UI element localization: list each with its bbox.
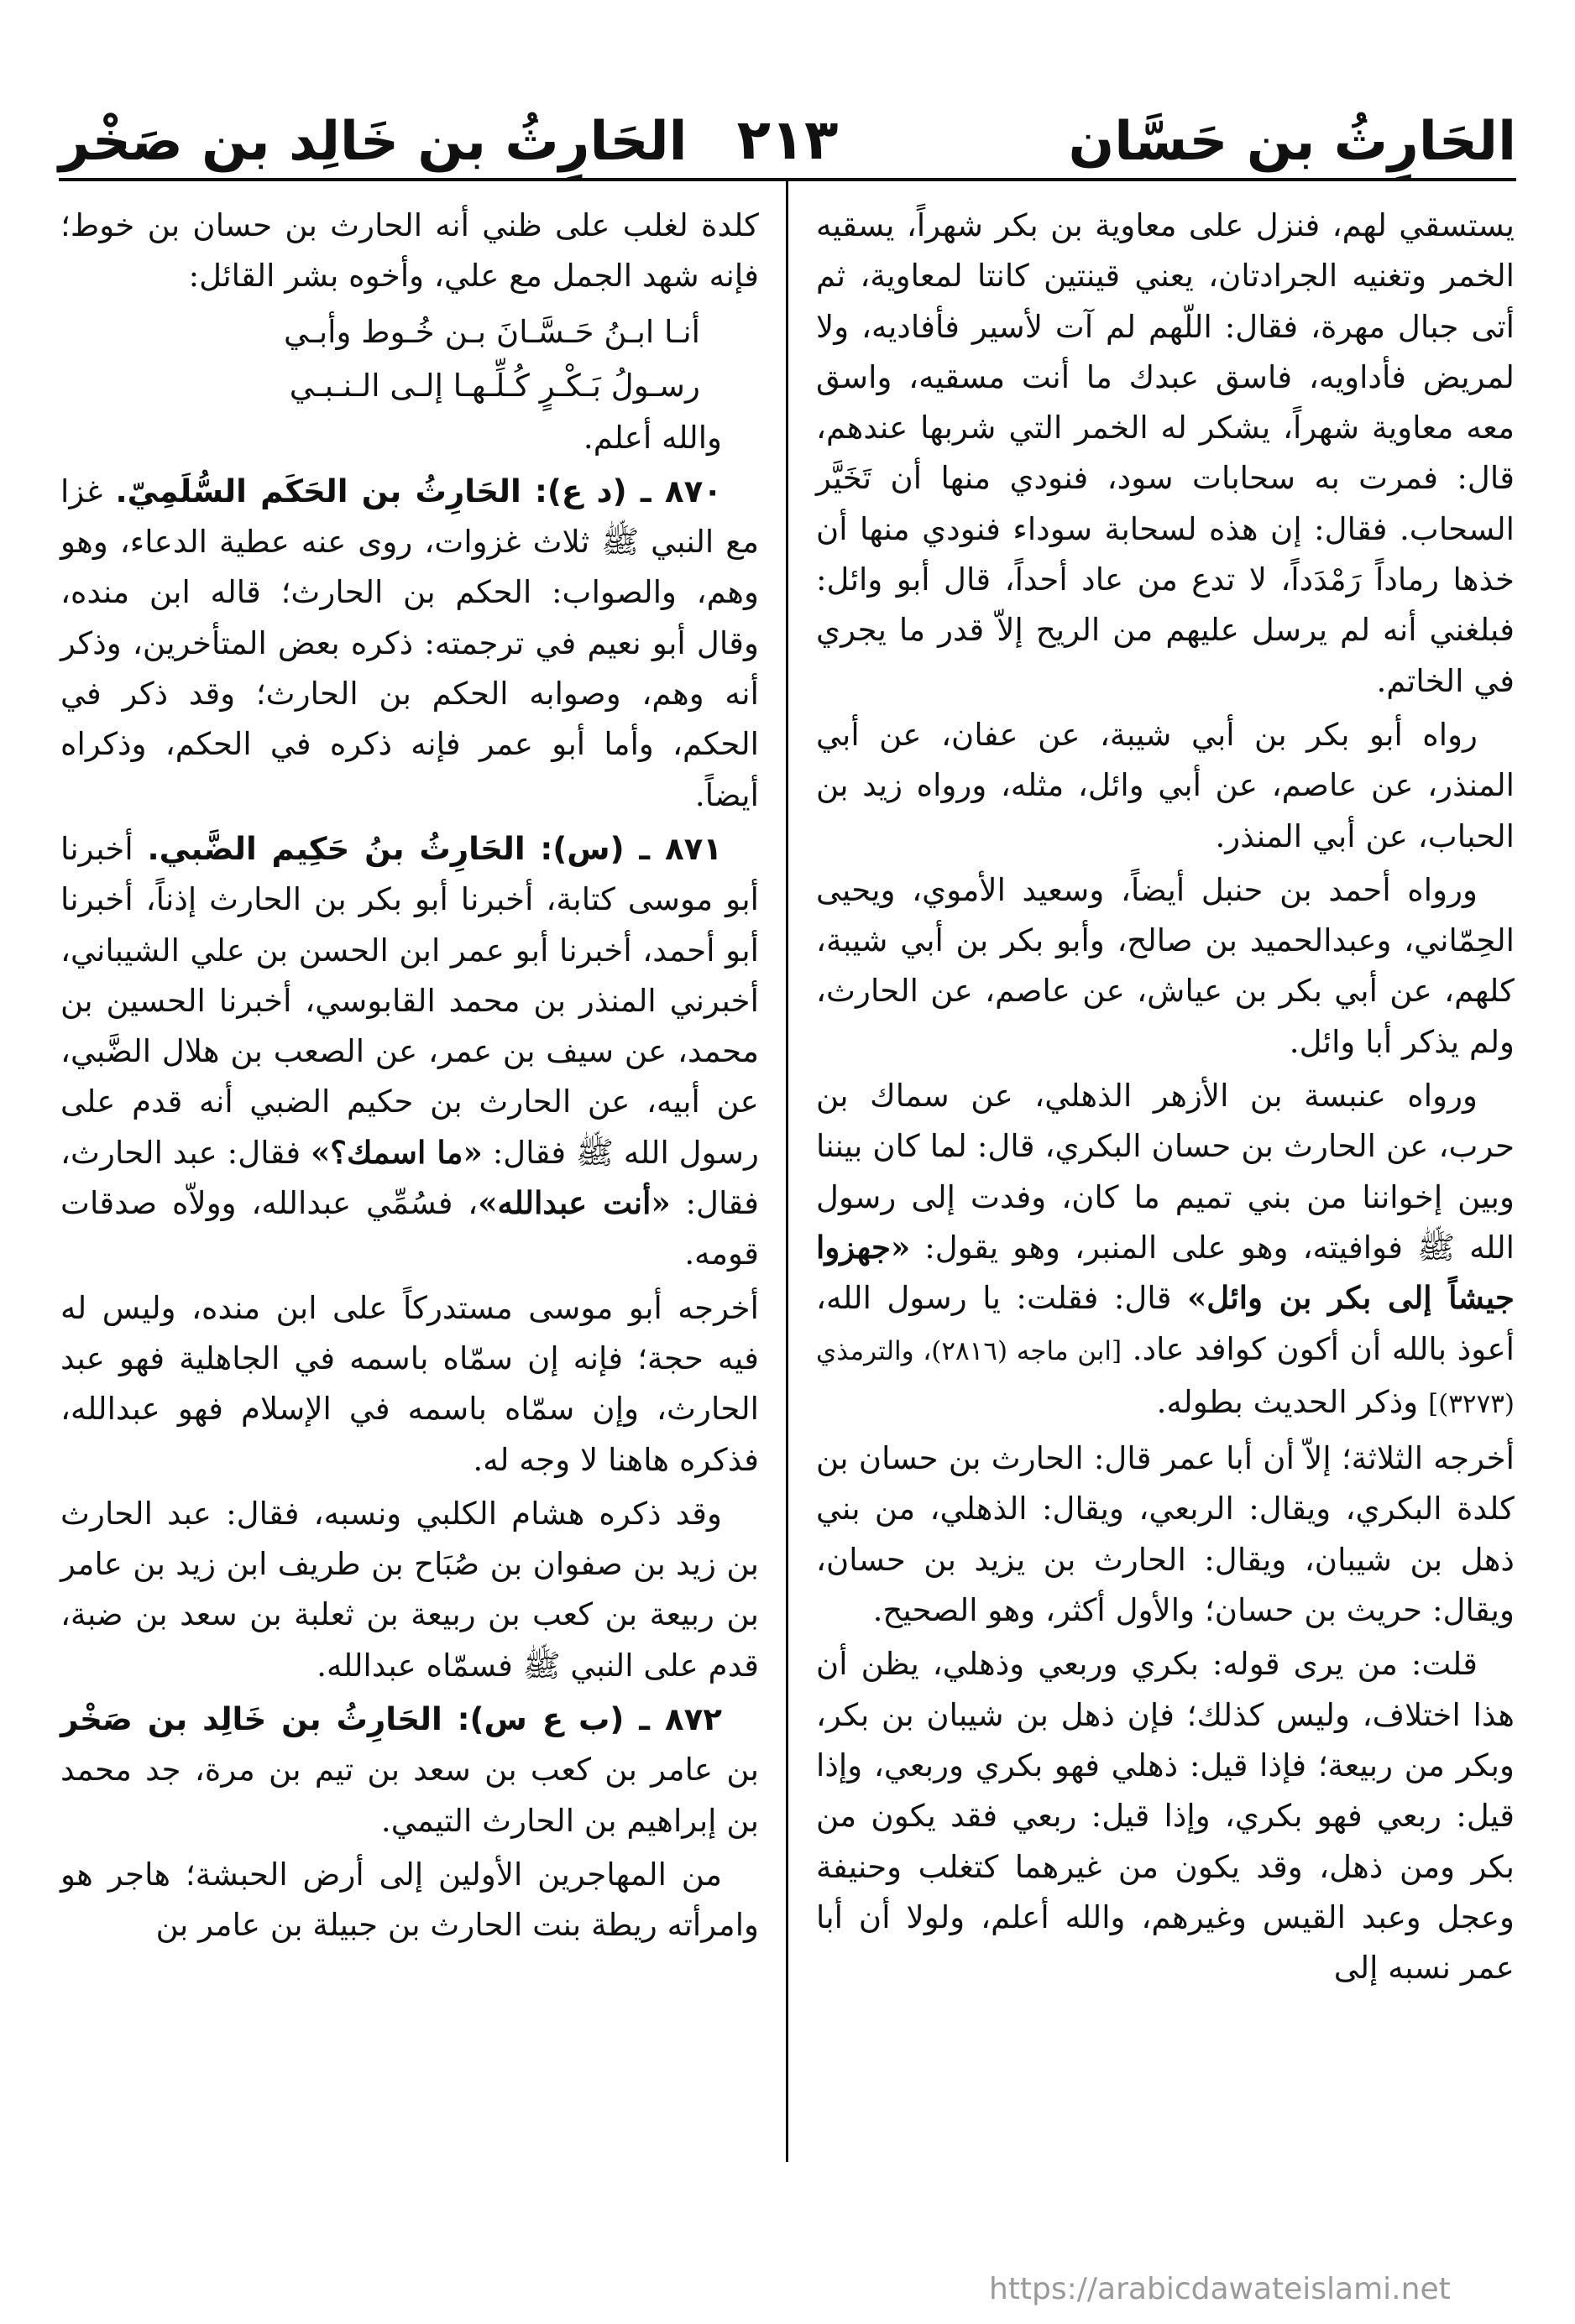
entry-heading: الحَارِثُ بنُ حَكِيم الضَّبي. <box>147 829 526 867</box>
paragraph: ورواه أحمد بن حنبل أيضاً، وسعيد الأموي، ويحيى الحِمّاني، وعبدالحميد بن صالح، وأبو بكر بن أبي شيبة، كلهم، عن أبي بكر بن عياش، عن عاصم، عن الحارث، ولم يذكر أبا وائل. <box>816 870 1515 1060</box>
paragraph: من المهاجرين الأولين إلى أرض الحبشة؛ هاجر هو وامرأته ريطة بنت الحارث بن جبيلة بن عامر بن <box>60 1855 759 1944</box>
paragraph <box>816 1070 1515 1429</box>
entry-number: ٨٧٠ ـ (د ع): <box>521 472 723 509</box>
entry-text: أخبرنا أبو موسى كتابة، أخبرنا أبو بكر بن الحارث إذناً، أخبرنا أبو أحمد، أخبرنا أبو عمر ابن الحسن بن علي الشيباني، أخبرني المنذر بن محمد القابوسي، أخبرنا الحسين بن محمد، عن سيف بن عمر، عن الصعب بن هلال الضَّبي، عن أبيه، عن الحارث بن حكيم الضبي أنه قدم على رسول الله ﷺ فقال: <box>60 829 760 1171</box>
paragraph: رواه أبو بكر بن أبي شيبة، عن عفان، عن أبي المنذر، عن عاصم، عن أبي وائل، مثله، ورواه زيد بن الحباب، عن أبي المنذر. <box>816 715 1515 854</box>
entry-871 <box>60 823 759 1279</box>
hadith-quote: «أنت عبدالله» <box>478 1184 671 1222</box>
right-column <box>816 200 1515 1996</box>
entry-number: ٨٧٢ ـ (ب ع س): <box>442 1700 722 1738</box>
paragraph-text: قال: فقلت: يا رسول الله، أعوذ بالله أن أكون كوافد عاد. <box>816 1279 1515 1367</box>
entry-heading: الحَارِثُ بن الحَكَم السُّلَمِيّ. <box>115 472 521 509</box>
entry-number: ٨٧١ ـ (س): <box>525 829 723 867</box>
running-title-left: الحَارِثُ بن خَالِد بن صَخْر <box>59 111 688 173</box>
paragraph: كلدة لغلب على ظني أنه الحارث بن حسان بن خوط؛ فإنه شهد الجمل مع علي، وأخوه بشر القائل: <box>60 206 759 295</box>
hadith-quote: «جهزوا جيشاً إلى بكر بن وائل» <box>816 1228 1515 1317</box>
entry-text: ، فسُمِّي عبدالله، وولاّه صدقات قومه. <box>60 1184 759 1272</box>
entry-text: فقال: عبد الحارث، فقال: <box>60 1133 759 1222</box>
paragraph: قلت: من يرى قوله: بكري وربعي وذهلي، يظن أن هذا اختلاف، وليس كذلك؛ فإن ذهل بن شيبان بن بكر، وبكر من ربيعة؛ فإذا قيل: ذهلي فهو بكري وربعي، وإذا قيل: ربعي فهو بكري، وإذا قيل: ربعي فقد يكون من بكر ومن ذهل، وقد يكون من غيرهما كتغلب وحنيفة وعجل وعبد القيس وغيرهم، والله أعلم، ولولا أن أبا عمر نسبه إلى <box>816 1645 1515 1987</box>
paragraph: أخرجه الثلاثة؛ إلاّ أن أبا عمر قال: الحارث بن حسان بن كلدة البكري، ويقال: الربعي، ويقال: الذهلي، من بني ذهل بن شيبان، ويقال: الحارث بن يزيد بن حسان، ويقال: حريث بن حسان؛ والأول أكثر، وهو الصحيح. <box>816 1439 1515 1629</box>
poem-verse: أنـا ابـنُ حَـسَّـانَ بـن خُـوط وأبـي <box>283 312 700 350</box>
entry-872 <box>60 1694 759 1846</box>
entry-870 <box>60 466 759 820</box>
page-number: ٢١٣ <box>736 107 839 172</box>
watermark-url: https://arabicdawateislami.net <box>989 2272 1451 2306</box>
paragraph: يستسقي لهم، فنزل على معاوية بن بكر شهراً، يسقيه الخمر وتغنيه الجرادتان، يعني قينتين كانتا لمعاوية، ثم أتى جبال مهرة، فقال: اللّهم لم آت لأسير فأفاديه، ولا لمريض فأداويه، فاسق عبدك ما أنت مسقيه، واسق معه معاوية شهراً، يشكر له الخمر التي شربها عندهم، قال: فمرت به سحابات سود، فنودي منها أن تَخَيَّر السحاب. فقال: إن هذه لسحابة سوداء فنودي منها أن خذها رماداً رَمْدَداً، لا تدع من عاد أحداً، قال أبو وائل: فبلغني أنه لم يرسل عليهم من الريح إلاّ قدر ما يجري في الخاتم. <box>816 206 1515 699</box>
paragraph-text: وذكر الحديث بطوله. <box>1156 1382 1429 1420</box>
entry-text: بن عامر بن كعب بن سعد بن تيم بن مرة، جد محمد بن إبراهيم بن الحارث التيمي. <box>60 1751 759 1839</box>
hadith-quote: «ما اسمك؟» <box>311 1133 483 1171</box>
paragraph: والله أعلم. <box>583 418 722 456</box>
paragraph: أخرجه أبو موسى مستدركاً على ابن منده، وليس له فيه حجة؛ فإنه إن سمّاه باسمه في الجاهلية فهو عبد الحارث، وإن سمّاه باسمه في الإسلام فهو عبدالله، فذكره هاهنا لا وجه له. <box>60 1288 759 1478</box>
entry-text: غزا مع النبي ﷺ ثلاث غزوات، روى عنه عطية الدعاء، وهو وهم، والصواب: الحكم بن الحارث؛ قاله ابن منده، وقال أبو نعيم في ترجمته: ذكره بعض المتأخرين، وذكر أنه وهم، وصوابه الحكم بن الحارث؛ وقد ذكر في الحكم، وأما أبو عمر فإنه ذكره في الحكم، وذكراه أيضاً. <box>60 472 759 813</box>
citation-reference: [ابن ماجه (٢٨١٦)، والترمذي (٣٢٧٣)] <box>816 1335 1515 1419</box>
column-divider <box>786 181 788 2162</box>
paragraph-text: ورواه عنبسة بن الأزهر الذهلي، عن سماك بن حرب، عن الحارث بن حسان البكري، قال: لما كان بيننا وبين إخواننا من بني تميم ما كان، وفدت إلى رسول الله ﷺ فوافيته، وهو على المنبر، وهو يقول: <box>816 1077 1515 1266</box>
entry-heading: الحَارِثُ بن خَالِد بن صَخْر <box>60 1700 442 1738</box>
paragraph: وقد ذكره هشام الكلبي ونسبه، فقال: عبد الحارث بن زيد بن صفوان بن صُبَاح بن طريف ابن زيد بن عامر بن ربيعة بن كعب بن ربيعة بن ثعلبة بن سعد بن ضبة، قدم على النبي ﷺ فسمّاه عبدالله. <box>60 1494 759 1684</box>
poem-verse: رسـولُ بَـكْـرٍ كُـلِّـهـا إلـى الـنـبـي <box>289 366 700 404</box>
left-column <box>60 200 759 1954</box>
running-title-right: الحَارِثُ بن حَسَّان <box>1068 111 1516 173</box>
